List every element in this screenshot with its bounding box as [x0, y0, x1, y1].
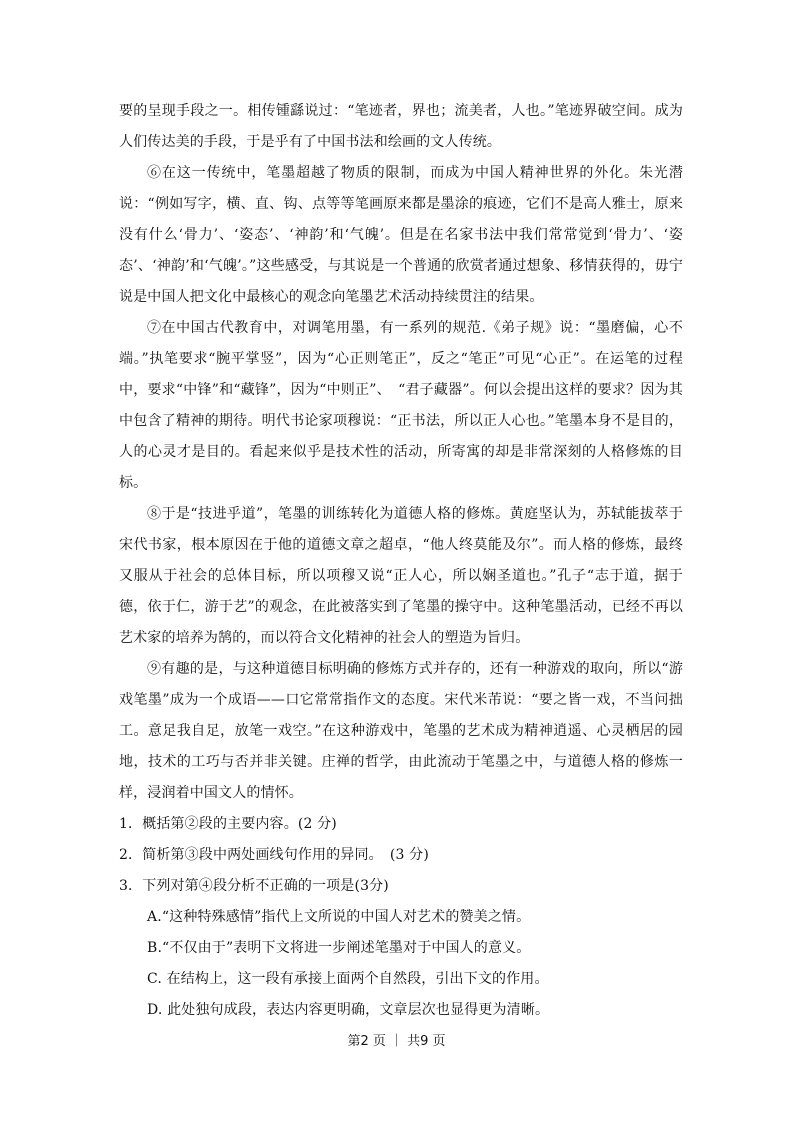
paragraph-continuation: 要的呈现手段之一。相传锺繇说过：“笔迹者，界也；流美者，人也。”笔迹界破空间。成为人们传达美的手段，于是乎有了中国书法和绘画的文人传统。: [119, 103, 683, 150]
question-2: 2．简析第③段中两处画线句作用的异同。 (3 分): [119, 847, 429, 863]
paragraph-8: ⑧于是“技进乎道”，笔墨的训练转化为道德人格的修炼。黄庭坚认为，苏轼能拔萃于宋代书家，根本原因在于他的道德文章之超卓，“他人终莫能及尔”。而人格的修炼，最终又服从于社会的总体目标，所以项穆又说“正人心，所以娴圣道也。”孔子“志于道，据于德，依于仁，游于艺”的观念，在此被落实到了笔墨的操守中。这种笔墨活动，已经不再以艺术家的培养为鹄的，而以符合文化精神的社会人的塑造为旨归。: [119, 506, 683, 646]
paragraph-6: ⑥在这一传统中，笔墨超越了物质的限制，而成为中国人精神世界的外化。朱光潜说：“例如写字，横、直、钩、点等等笔画原来都是墨涂的痕迹，它们不是高人雅士，原来没有什么‘骨力’、‘姿态’、‘神韵’和‘气魄’。但是在名家书法中我们常常觉到‘骨力’、‘姿态’、‘神韵’和‘气魄’。”这些感受，与其说是一个普通的欣赏者通过想象、移情获得的，毋宁说是中国人把文化中最核心的观念向笔墨艺术活动持续贯注的结果。: [119, 165, 683, 305]
question-1: 1．概括第②段的主要内容。(2 分): [119, 816, 337, 832]
option-d: D. 此处独句成段，表达内容更明确，文章层次也显得更为清晰。: [147, 1002, 550, 1018]
option-a: A.“这种特殊感情”指代上文所说的中国人对艺术的赞美之情。: [147, 909, 531, 925]
paragraph-9: ⑨有趣的是，与这种道德目标明确的修炼方式并存的，还有一种游戏的取向，所以“游戏笔墨”成为一个成语——口它常常指作文的态度。宋代米芾说：“要之皆一戏，不当问拙工。意足我自足，放笔一戏空。”在这种游戏中，笔墨的艺术成为精神逍遥、心灵栖居的园地，技术的工巧与否并非关键。庄禅的哲学，由此流动于笔墨之中，与道德人格的修炼一样，浸润着中国文人的情怀。: [119, 661, 683, 801]
option-c: C. 在结构上，这一段有承接上面两个自然段，引出下文的作用。: [147, 971, 549, 987]
paragraph-7: ⑦在中国古代教育中，对调笔用墨，有一系列的规范.《弟子规》说：“墨磨偏，心不端。”执笔要求“腕平掌竖”，因为“心正则笔正”，反之“笔正”可见“心正”。在运笔的过程中，要求“中锋”和“藏锋”，因为“中则正”、 “君子藏器”。何以会提出这样的要求？因为其中包含了精神的期待。明代书论家项穆说：“正书法，所以正人心也。”笔墨本身不是目的，人的心灵才是目的。看起来似乎是技术性的活动，所寄寓的却是非常深刻的人格修炼的目标。: [119, 320, 683, 491]
option-b: B.“不仅由于”表明下文将进一步阐述笔墨对于中国人的意义。: [147, 940, 531, 956]
page-footer: 第2 页 ｜ 共9 页: [347, 1034, 446, 1049]
document-body: [119, 96, 683, 1026]
question-3: 3．下列对第④段分析不正确的一项是(3分): [119, 878, 389, 894]
